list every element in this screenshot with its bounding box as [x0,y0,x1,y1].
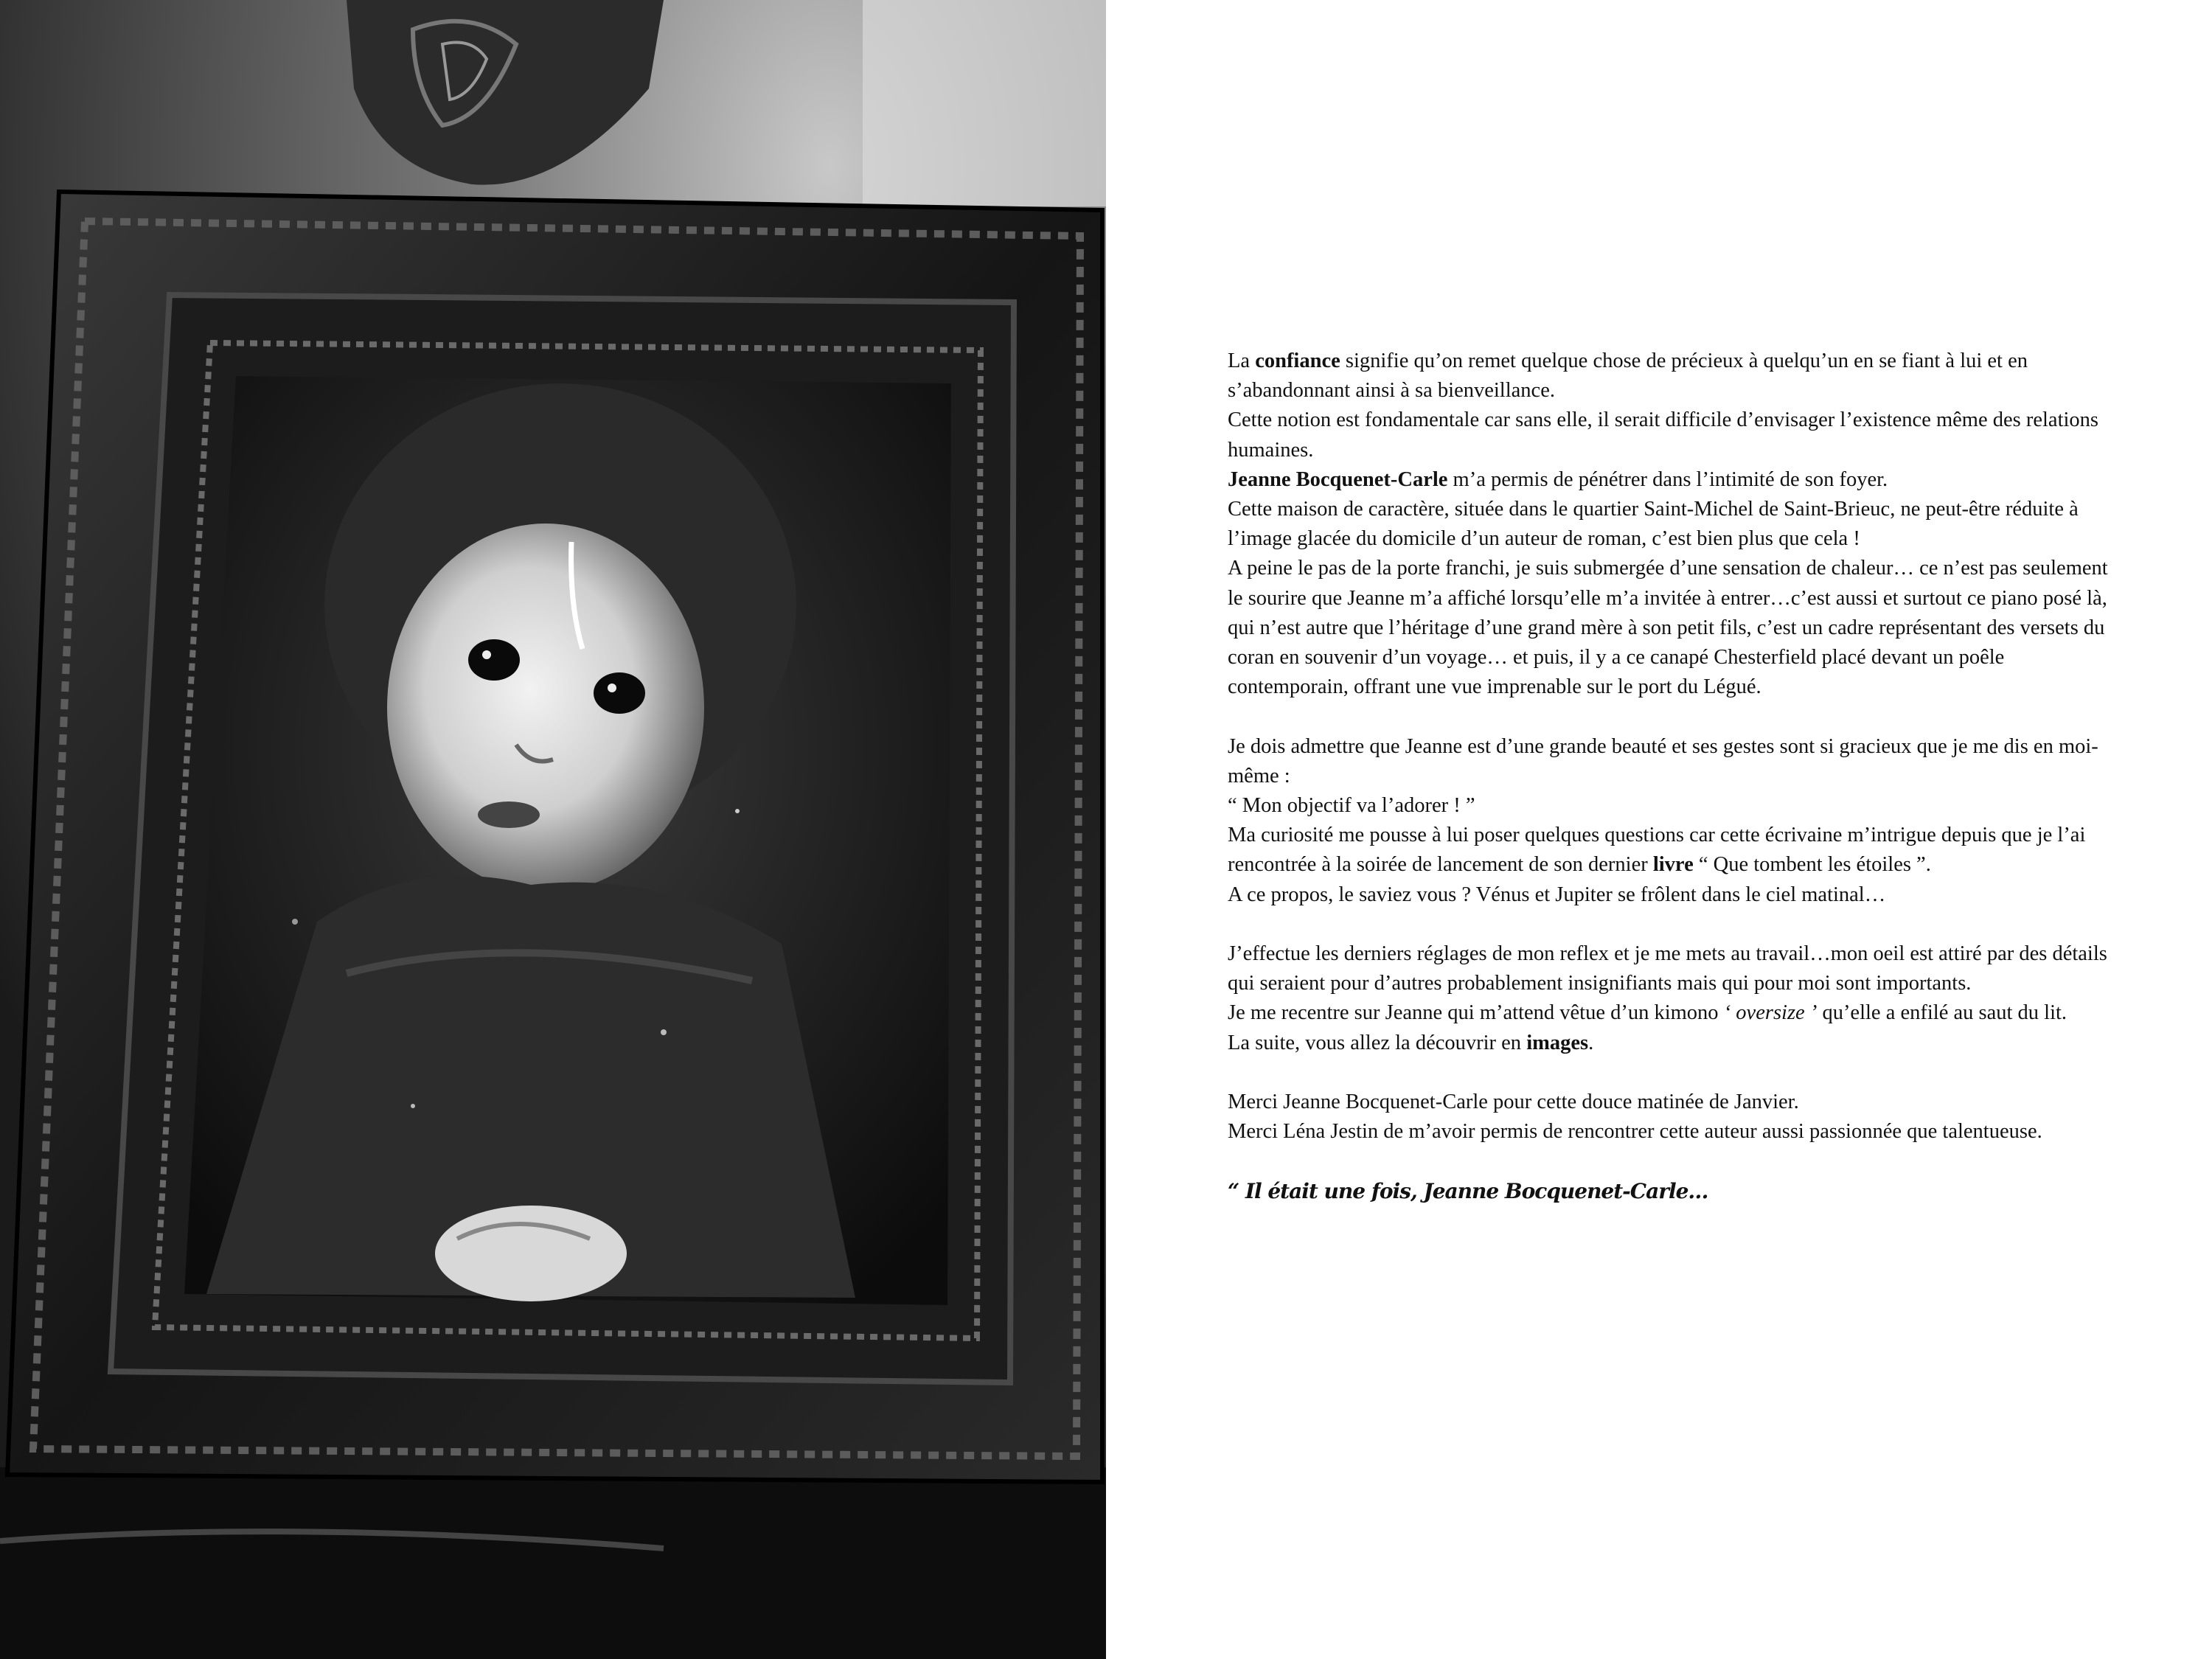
paragraph-merci-jeanne: Merci Jeanne Bocquenet-Carle pour cette douce matinée de Janvier. [1228,1091,1799,1114]
paragraph-maison: Cette maison de caractère, située dans le quartier Saint-Michel de Saint-Brieuc, ne peut-être réduite à l’image glacée du domicile d’un auteur de roman, c’est bien plus que cela ! [1228,498,2079,551]
paragraph-confiance: La confiance signifie qu’on remet quelque chose de précieux à quelqu’un en se fiant à lui et en s’abandonnant ainsi à sa bienveillance. [1228,349,2028,403]
italic-oversize: ‘ oversize ’ [1723,1001,1818,1025]
signature-line: “ Il était une fois, Jeanne Bocquenet-Carle… [1228,1178,1708,1203]
bold-livre: livre [1652,853,1694,877]
bold-confiance: confiance [1255,349,1340,372]
paragraph-venus-jupiter: A ce propos, le saviez vous ? Vénus et Jupiter se frôlent dans le ciel matinal… [1228,883,1886,906]
paragraph-curiosite: Ma curiosité me pousse à lui poser quelques questions car cette écrivaine m’intrigue depuis que je l’ai rencontrée à la soirée de lancement de son dernier livre “ Que tombent les étoiles ”. [1228,824,2086,877]
baby-face [387,524,704,892]
paragraph-jeanne-intro: Jeanne Bocquenet-Carle m’a permis de pénétrer dans l’intimité de son foyer. [1228,467,1888,491]
baby-eye-left [468,639,520,681]
paragraph-chaleur: A peine le pas de la porte franchi, je suis submergée d’une sensation de chaleur… ce n’est pas seulement le sourire que Jeanne m’a affiché lorsqu’elle m’a invitée à entrer…c’est aussi et surtout ce piano posé là, qui n’est autre que l’héritage d’une grand mère à son petit fils, c’est un cadre représentant des versets du coran en souvenir d’un voyage… et puis, il y a ce canapé Chesterfield placé devant un poêle contemporain, offrant une vue imprenable sur le port du Légué. [1228,557,2108,699]
article-text [1228,347,2124,1206]
bold-jeanne-name: Jeanne Bocquenet-Carle [1228,467,1448,491]
paragraph-kimono: Je me recentre sur Jeanne qui m’attend vêtue d’un kimono ‘ oversize ’ qu’elle a enfilé au saut du lit. [1228,1001,2067,1025]
paragraph-merci-lena: Merci Léna Jestin de m’avoir permis de rencontrer cette auteur aussi passionnée que talentueuse. [1228,1120,2042,1144]
baby-hands [435,1206,627,1301]
paragraph-notion: Cette notion est fondamentale car sans elle, il serait difficile d’envisager l’existence même des relations humaines. [1228,408,2098,462]
paragraph-suite: La suite, vous allez la découvrir en images. [1228,1031,1594,1054]
baby-eye-right [594,672,645,714]
paragraph-quote-objectif: “ Mon objectif va l’adorer ! ” [1228,794,1475,818]
paragraph-beaute: Je dois admettre que Jeanne est d’une grande beauté et ses gestes sont si gracieux que je me dis en moi-même : [1228,734,2098,787]
baby-mouth [478,801,540,828]
bold-images: images [1526,1031,1589,1054]
furniture-base [0,1467,1106,1659]
paragraph-reflex: J’effectue les derniers réglages de mon reflex et je me mets au travail…mon oeil est attiré par des détails qui seraient pour d’autres probablement insignifiants mais qui pour moi sont importants. [1228,942,2107,995]
